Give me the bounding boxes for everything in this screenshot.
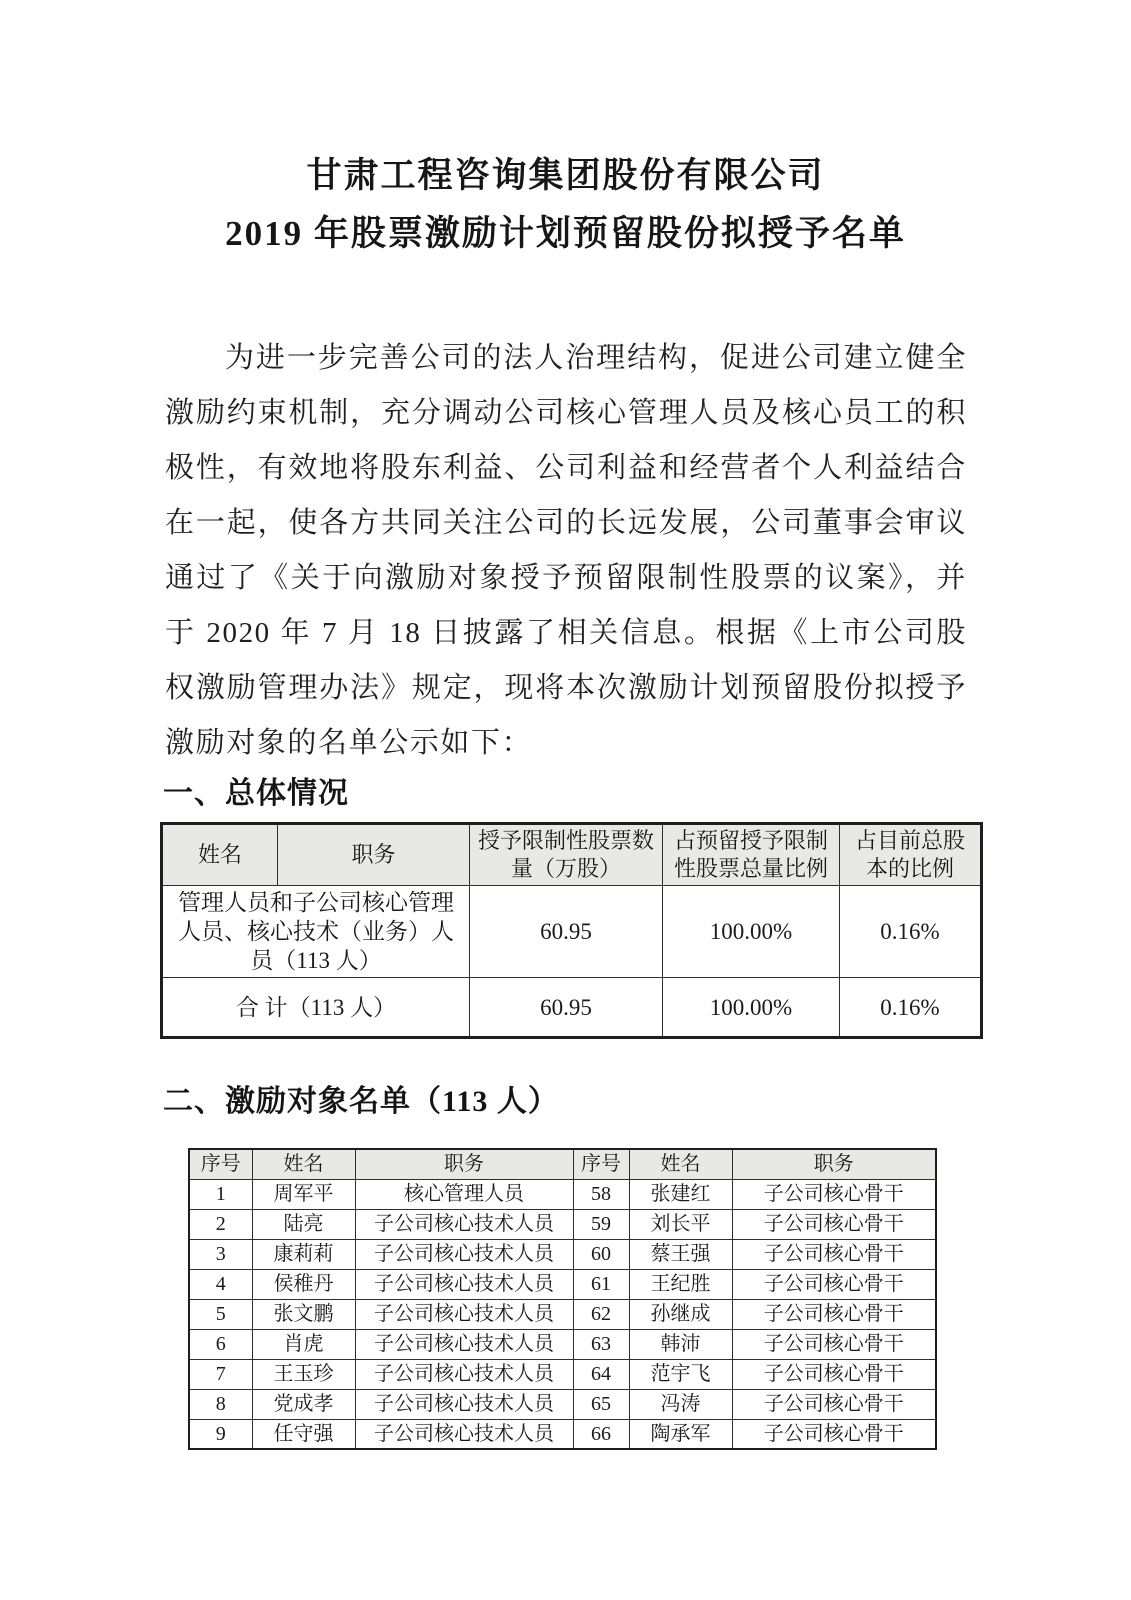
cell-position: 子公司核心技术人员 bbox=[355, 1269, 573, 1299]
table-row bbox=[162, 886, 982, 978]
table-row-total bbox=[162, 978, 982, 1038]
cell-no: 4 bbox=[189, 1269, 252, 1299]
cell-position: 子公司核心骨干 bbox=[732, 1419, 936, 1449]
overview-table bbox=[160, 822, 983, 1039]
cell-name: 蔡王强 bbox=[629, 1239, 732, 1269]
cell-name: 陆亮 bbox=[252, 1209, 355, 1239]
cell-name: 陶承军 bbox=[629, 1419, 732, 1449]
overview-row1-quantity: 60.95 bbox=[470, 886, 663, 978]
list-col-position-left: 职务 bbox=[355, 1149, 573, 1179]
cell-name: 侯稚丹 bbox=[252, 1269, 355, 1299]
table-row bbox=[189, 1299, 936, 1329]
cell-name: 冯涛 bbox=[629, 1389, 732, 1419]
cell-position: 核心管理人员 bbox=[355, 1179, 573, 1209]
list-table-header-row bbox=[189, 1149, 936, 1179]
overview-row1-label: 管理人员和子公司核心管理人员、核心技术（业务）人员（113 人） bbox=[162, 886, 470, 978]
cell-position: 子公司核心骨干 bbox=[732, 1389, 936, 1419]
cell-position: 子公司核心技术人员 bbox=[355, 1299, 573, 1329]
cell-position: 子公司核心骨干 bbox=[732, 1269, 936, 1299]
cell-no: 59 bbox=[573, 1209, 629, 1239]
list-col-no-left: 序号 bbox=[189, 1149, 252, 1179]
cell-no: 64 bbox=[573, 1359, 629, 1389]
cell-no: 3 bbox=[189, 1239, 252, 1269]
cell-name: 张文鹏 bbox=[252, 1299, 355, 1329]
list-col-position-right: 职务 bbox=[732, 1149, 936, 1179]
section-overview-heading: 一、总体情况 bbox=[163, 777, 349, 810]
cell-name: 肖虎 bbox=[252, 1329, 355, 1359]
cell-no: 6 bbox=[189, 1329, 252, 1359]
cell-no: 9 bbox=[189, 1419, 252, 1449]
cell-position: 子公司核心骨干 bbox=[732, 1329, 936, 1359]
cell-name: 党成孝 bbox=[252, 1389, 355, 1419]
table-row bbox=[189, 1359, 936, 1389]
cell-name: 周军平 bbox=[252, 1179, 355, 1209]
overview-total-label: 合 计（113 人） bbox=[162, 978, 470, 1038]
overview-col-quantity: 授予限制性股票数量（万股） bbox=[470, 824, 663, 886]
intro-paragraph: 为进一步完善公司的法人治理结构，促进公司建立健全激励约束机制，充分调动公司核心管理人员及核心员工的积极性，有效地将股东利益、公司利益和经营者个人利益结合在一起，使各方共同关注公司的长远发展，公司董事会审议通过了《关于向激励对象授予预留限制性股票的议案》，并于 2020 年 7 月 18 日披露了相关信息。根据《上市公司股权激励管理办法》规定，现将本次激励计划预留股份拟授予激励对象的名单公示如下： bbox=[165, 342, 967, 759]
cell-name: 刘长平 bbox=[629, 1209, 732, 1239]
table-row bbox=[189, 1329, 936, 1359]
table-row bbox=[189, 1209, 936, 1239]
doc-title-line1: 甘肃工程咨询集团股份有限公司 bbox=[306, 156, 825, 195]
cell-position: 子公司核心技术人员 bbox=[355, 1239, 573, 1269]
cell-position: 子公司核心骨干 bbox=[732, 1209, 936, 1239]
cell-name: 王纪胜 bbox=[629, 1269, 732, 1299]
cell-name: 范宇飞 bbox=[629, 1359, 732, 1389]
overview-table-header-row bbox=[162, 824, 982, 886]
overview-total-quantity: 60.95 bbox=[470, 978, 663, 1038]
overview-col-capital-pct: 占目前总股本的比例 bbox=[840, 824, 982, 886]
cell-name: 任守强 bbox=[252, 1419, 355, 1449]
cell-no: 5 bbox=[189, 1299, 252, 1329]
cell-no: 7 bbox=[189, 1359, 252, 1389]
cell-no: 2 bbox=[189, 1209, 252, 1239]
cell-no: 63 bbox=[573, 1329, 629, 1359]
list-col-name-right: 姓名 bbox=[629, 1149, 732, 1179]
cell-position: 子公司核心骨干 bbox=[732, 1239, 936, 1269]
table-row bbox=[189, 1389, 936, 1419]
overview-col-name: 姓名 bbox=[162, 824, 278, 886]
overview-row1-capital-pct: 0.16% bbox=[840, 886, 982, 978]
cell-no: 61 bbox=[573, 1269, 629, 1299]
cell-position: 子公司核心技术人员 bbox=[355, 1419, 573, 1449]
cell-position: 子公司核心骨干 bbox=[732, 1359, 936, 1389]
overview-row1-reserved-pct: 100.00% bbox=[663, 886, 840, 978]
cell-name: 康莉莉 bbox=[252, 1239, 355, 1269]
list-col-no-right: 序号 bbox=[573, 1149, 629, 1179]
list-col-name-left: 姓名 bbox=[252, 1149, 355, 1179]
cell-position: 子公司核心技术人员 bbox=[355, 1329, 573, 1359]
overview-total-capital-pct: 0.16% bbox=[840, 978, 982, 1038]
cell-name: 孙继成 bbox=[629, 1299, 732, 1329]
cell-name: 王玉珍 bbox=[252, 1359, 355, 1389]
cell-no: 60 bbox=[573, 1239, 629, 1269]
overview-col-position: 职务 bbox=[278, 824, 470, 886]
incentive-list-table bbox=[188, 1148, 937, 1450]
cell-position: 子公司核心骨干 bbox=[732, 1299, 936, 1329]
table-row bbox=[189, 1419, 936, 1449]
table-row bbox=[189, 1239, 936, 1269]
cell-position: 子公司核心技术人员 bbox=[355, 1209, 573, 1239]
cell-position: 子公司核心技术人员 bbox=[355, 1359, 573, 1389]
cell-no: 62 bbox=[573, 1299, 629, 1329]
overview-col-reserved-pct: 占预留授予限制性股票总量比例 bbox=[663, 824, 840, 886]
section-list-heading: 二、激励对象名单（113 人） bbox=[163, 1085, 559, 1118]
cell-no: 66 bbox=[573, 1419, 629, 1449]
cell-no: 8 bbox=[189, 1389, 252, 1419]
cell-no: 58 bbox=[573, 1179, 629, 1209]
table-row bbox=[189, 1269, 936, 1299]
cell-name: 韩沛 bbox=[629, 1329, 732, 1359]
table-row bbox=[189, 1179, 936, 1209]
cell-no: 1 bbox=[189, 1179, 252, 1209]
cell-no: 65 bbox=[573, 1389, 629, 1419]
overview-total-reserved-pct: 100.00% bbox=[663, 978, 840, 1038]
cell-position: 子公司核心技术人员 bbox=[355, 1389, 573, 1419]
cell-position: 子公司核心骨干 bbox=[732, 1179, 936, 1209]
cell-name: 张建红 bbox=[629, 1179, 732, 1209]
doc-title-line2: 2019 年股票激励计划预留股份拟授予名单 bbox=[225, 214, 906, 253]
